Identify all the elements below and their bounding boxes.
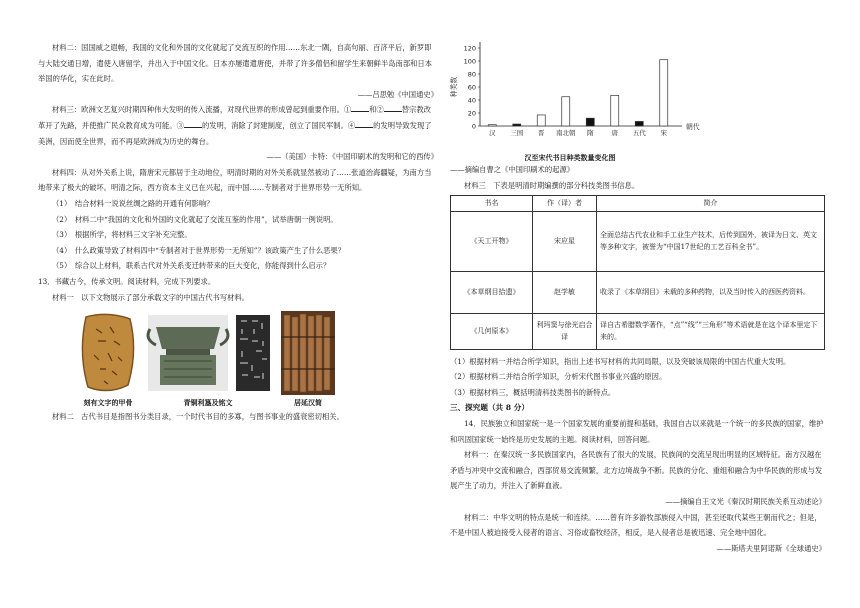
- table-row: [451, 271, 825, 313]
- caption-oracle-bone: 刻有文字的甲骨: [83, 398, 133, 408]
- bar-chart-svg: [450, 40, 710, 144]
- blank-3[interactable]: [184, 119, 202, 128]
- bar-南北朝: [562, 97, 570, 126]
- material-3-source: ——（美国）卡特：《中国印刷术的发明和它的西传》: [266, 152, 438, 162]
- blank-2[interactable]: [384, 103, 402, 112]
- material-3-text: 材料三：欧洲文艺复兴时期四种伟大发明的传入流播，对现代世界的形成曾起到重要作用。① 和② 替宗教改革开了先路，并使推广民众教育成为可能。③ 的发明，消除了封建制度，创立了国民军制。④ 的发明导致发现了美洲，因而使全世界，而不再是欧洲成为历史的舞台。: [38, 105, 432, 146]
- x-tick-label: 宋: [660, 129, 667, 137]
- blank-4[interactable]: [355, 119, 373, 128]
- table-header: 简介: [597, 196, 825, 212]
- q14-material-1-source: ——摘编自王文光《秦汉时期民族关系互动述论》: [665, 497, 826, 507]
- chart-caption: 汉至宋代书目种类数量变化图: [524, 152, 616, 162]
- x-axis-label: 朝代: [686, 123, 700, 131]
- table-header: 书名: [451, 196, 533, 212]
- bar-五代: [635, 121, 643, 126]
- y-axis-label: 种类数: [450, 76, 458, 98]
- table-header: 作（译）者: [533, 196, 597, 212]
- blank-1[interactable]: [351, 103, 369, 112]
- table-cell: 《几何原本》: [451, 313, 533, 349]
- table-cell: 赵学敏: [533, 271, 597, 313]
- bar-三国: [513, 124, 521, 126]
- q13-question-3: （3）根据材料三，概括明清科技类图书的新特点。: [450, 387, 616, 397]
- table-cell: 利玛窦与徐光启合译: [533, 313, 597, 349]
- y-tick-label: 100: [463, 57, 476, 66]
- x-tick-label: 汉: [489, 129, 496, 137]
- table-cell: 《本草纲目拾遗》: [451, 271, 533, 313]
- juyan-slips-figure: [258, 311, 358, 409]
- y-tick-label: 60: [467, 83, 476, 92]
- oracle-bone-image: [76, 311, 140, 395]
- y-tick-label: 0: [471, 122, 476, 131]
- question-13: 13．书藏古今，传承文明。阅读材料，完成下列要求。: [38, 276, 216, 286]
- y-tick-label: 40: [467, 96, 476, 105]
- y-tick-label: 20: [467, 109, 476, 118]
- bar-宋: [660, 60, 668, 126]
- bar-汉: [488, 125, 496, 126]
- x-tick-label: 三国: [510, 129, 524, 137]
- question-2: （2） 材料二中“我国的文化和外国的文化就起了交流互鉴的作用”，试举唐朝一例说明。: [52, 214, 338, 224]
- x-tick-label: 晋: [538, 129, 545, 137]
- bar-唐: [611, 95, 619, 126]
- y-tick-label: 80: [467, 70, 476, 79]
- y-tick-label: 120: [463, 44, 476, 53]
- x-tick-label: 唐: [611, 129, 618, 137]
- caption-juyan-slips: 居延汉简: [294, 398, 322, 408]
- table-cell: 宋应星: [533, 211, 597, 271]
- table-cell: 收录了《本草纲目》未载的多种药物，以及当时传入的西医药资料。: [597, 271, 825, 313]
- table-cell: 《天工开物》: [451, 211, 533, 271]
- question-14: 14．民族独立和国家统一是一个国家发展的重要前提和基础，我国自古以来就是一个统一的多民族的国家，维护和巩固国家统一始终是历史发展的主题。阅读材料，回答问题。: [450, 419, 824, 444]
- q14-material-2: 材料二：中华文明的特点是统一和连续。……曾有许多游牧部族侵入中国，甚至还取代某些王朝而代之；但是，不是中国人被迫接受入侵者的语言、习俗或畜牧经济，相反，是入侵者总是被迅速、完全地中国化。: [450, 512, 822, 538]
- table-cell: 译自古希腊数学著作，“点”“线”“三角形”等术语就是在这个译本里定下来的。: [597, 313, 825, 349]
- left-column: [38, 40, 438, 425]
- q13-question-1: （1）根据材料一并结合所学知识，指出上述书写材料的共同局限，以及突破该局限的中国古代重大发明。: [450, 356, 791, 366]
- juyan-slips-image: [281, 311, 335, 395]
- bar-晋: [537, 115, 545, 126]
- artifact-images: [58, 311, 358, 409]
- question-3: （3） 根据所学，将材料三文字补充完整。: [52, 230, 192, 240]
- material-2-source: ——吕思勉《中国通史》: [357, 89, 438, 99]
- table-row: [451, 313, 825, 349]
- q13-material-2: 材料二 古代书目是指图书分类目录，一个时代书目的多寡，与图书事业的盛衰密切相关。: [52, 412, 344, 422]
- x-tick-label: 隋: [587, 129, 594, 137]
- bronze-gui-figure: [158, 311, 258, 409]
- bar-隋: [586, 118, 594, 126]
- chart-source: ——摘编自曹之《中国印刷术的起源》: [450, 165, 575, 174]
- book-table: [450, 195, 825, 350]
- question-5: （5） 综合以上材料，联系古代对外关系变迁转带来的巨大变化，你能得到什么启示？: [52, 261, 331, 271]
- bar-chart: [450, 40, 826, 162]
- material-2-text: 材料二：国国威之遐畅，我国的文化和外国的文化就起了交流互织的作用……东北一隅，自高句丽、百济平后，新罗即与大陆交通日增，遣使入唐留学，并出入于中国文化。日本亦屡遣遣唐使，并带了许多僧侣和留学生来朝鲜半岛南部和日本举国的华化，实在此时。: [38, 43, 433, 84]
- table-header-row: [451, 196, 825, 212]
- q13-question-2: （2）根据材料二并结合所学知识，分析宋代图书事业兴盛的原因。: [450, 372, 667, 382]
- q14-material-2-source: ——斯塔夫里阿诺斯《全球通史》: [716, 543, 826, 553]
- question-1: （1） 结合材料一说说丝绸之路的开通有何影响？: [52, 198, 214, 208]
- q14-material-1: 材料一：在秦汉统一多民族国家内，各民族有了很大的发展，民族间的交流呈现出明显的区域特征。南方汉越在矛盾与冲突中交流和融合，西部贸易交流频繁，北方边境战争不断。民族的分化、重组和融合为中华民族的形成与发展产生了动力，并注入了新鲜血液。: [450, 450, 823, 491]
- bronze-gui-image: [142, 311, 274, 395]
- x-tick-label: 五代: [632, 129, 646, 137]
- q13-material-1: 材料一 以下文物展示了部分承载文字的中国古代书写材料。: [52, 292, 250, 302]
- x-tick-label: 南北朝: [556, 129, 576, 137]
- material-4-text: 材料四：从对外关系上说，隋唐宋元都居于主动地位，明清时期的对外关系就显然被动了……张道治海疆疑，为南方当地带来了极大的破坏。明清之际，西方资本主义已在兴起，而中国……专制者对于世界形势一无所知。: [38, 167, 432, 193]
- table-cell: 全面总结古代农业和手工业生产技术，后传到国外，被译为日文、英文等多种文字，被誉为“中国17世纪的工艺百科全书”。: [597, 211, 825, 271]
- q13-material-3: 材料三 下表是明清时期编撰的部分科技类图书信息。: [464, 180, 640, 190]
- section-3-heading: 三、探究题（共 8 分）: [450, 403, 529, 413]
- table-row: [451, 211, 825, 271]
- question-4: （4） 什么政策导致了材料四中“专制者对于世界形势一无所知”？该政策产生了什么恶果？: [52, 245, 346, 255]
- right-column: [450, 40, 826, 556]
- caption-bronze-gui: 青铜利簋及铭文: [183, 398, 233, 408]
